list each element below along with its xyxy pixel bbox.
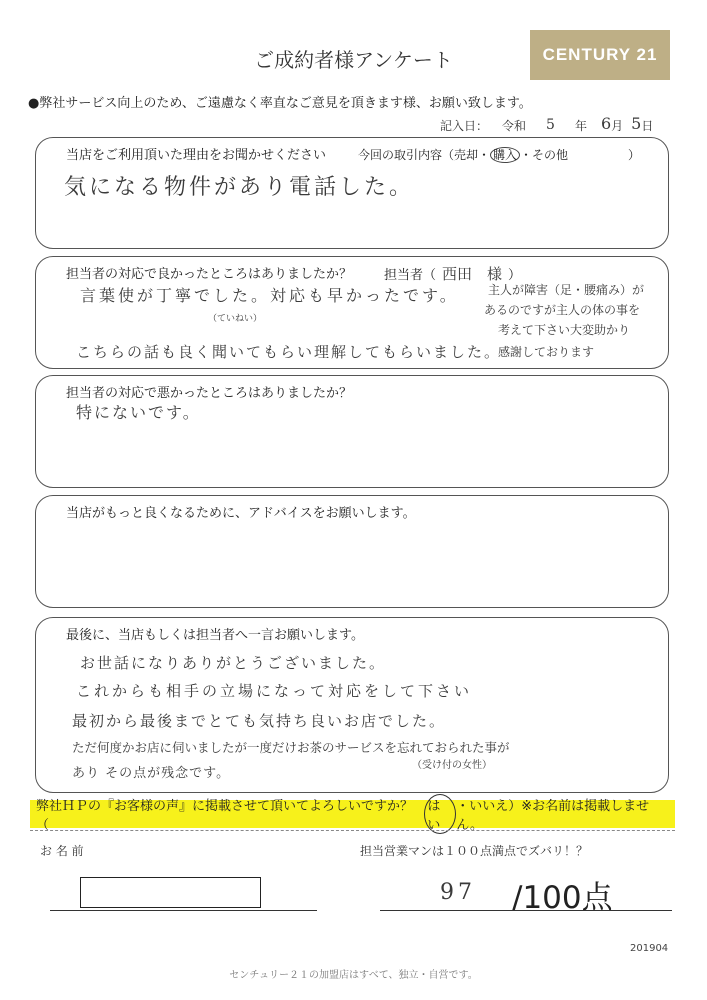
- q2-staff-label: 担当者（: [384, 268, 437, 283]
- name-section-divider: [30, 830, 675, 831]
- publish-consent: [30, 799, 675, 833]
- date-day-unit: 日: [641, 119, 654, 133]
- q5-line1: お世話になりありがとうございました。: [80, 654, 387, 672]
- q2-question: 担当者の対応で良かったところはありましたか？: [66, 267, 353, 282]
- publish-rest: ・いいえ）※お名前は掲載しません。: [456, 799, 650, 833]
- footer-note: センチュリー２１の加盟店はすべて、独立・自営です。: [229, 970, 478, 981]
- date-label: 記入日：: [440, 119, 489, 133]
- date-month: 6: [600, 114, 612, 133]
- q5-line2: これからも相手の立場になって対応をして下さい: [76, 682, 473, 700]
- score-max: /100点: [512, 880, 613, 916]
- q1-deal-rest: ・その他 ）: [520, 148, 641, 162]
- q2-ruby: （ていねい）: [208, 314, 263, 324]
- publish-yes-option[interactable]: はい: [424, 794, 456, 834]
- name-label: お 名 前: [40, 844, 84, 858]
- q2-answer-line1: 言葉使が丁寧でした。対応も早かったです。: [80, 286, 459, 305]
- q1-deal-label: 今回の取引内容（売却・: [358, 148, 491, 162]
- q2-staff-close: ）: [508, 268, 522, 283]
- q5-line5: あり その点が残念です。: [72, 766, 231, 781]
- q5-question: 最後に、当店もしくは担当者へ一言お願いします。: [66, 628, 364, 643]
- q4-box: [35, 495, 669, 608]
- date-month-unit: 月: [611, 119, 624, 133]
- q2-box: [35, 256, 669, 369]
- date-era: 令和: [502, 119, 527, 133]
- score-value: 97: [440, 880, 476, 905]
- q2-side-note-3: 考えて下さい大変助かり: [498, 323, 631, 337]
- q2-side-note-4: 感謝しております: [498, 345, 595, 359]
- q1-box: [35, 137, 669, 249]
- name-underline: [50, 910, 317, 911]
- q2-side-note-2: あるのですが主人の体の事を: [484, 303, 641, 317]
- q2-staff-name: 西田 様: [442, 265, 503, 283]
- q3-box: [35, 375, 669, 488]
- form-title: ご成約者様アンケート: [254, 48, 453, 72]
- date-year: 5: [546, 117, 555, 133]
- publish-question: 弊社ＨＰの『お客様の声』に掲載させて頂いてよろしいですか？（: [36, 799, 414, 833]
- q3-answer: 特にないです。: [76, 403, 201, 422]
- q1-deal-selected[interactable]: 購入: [490, 147, 520, 163]
- q2-answer-line2: こちらの話も良く聞いてもらい理解してもらいました。: [76, 343, 502, 361]
- q2-side-note-1: 主人が障害（足・腰痛み）が: [488, 283, 645, 297]
- date-year-unit: 年: [574, 119, 587, 133]
- score-underline: [380, 910, 672, 911]
- name-redacted-box: [80, 877, 261, 908]
- q3-question: 担当者の対応で悪かったところはありましたか？: [66, 386, 353, 401]
- q5-box: [35, 617, 669, 793]
- intro-text: ●弊社サービス向上のため、ご遠慮なく率直なご意見を頂きます様、お願い致します。: [28, 96, 532, 111]
- q1-question: 当店をご利用頂いた理由をお聞かせください: [66, 148, 327, 163]
- q4-question: 当店がもっと良くなるために、アドバイスをお願いします。: [66, 506, 416, 521]
- form-code: 201904: [630, 943, 669, 954]
- q5-line4-note: （受け付の女性）: [412, 760, 492, 771]
- q5-line4: ただ何度かお店に伺いましたが一度だけお茶のサービスを忘れておられた事が: [72, 740, 510, 755]
- century21-logo: CENTURY 21: [530, 30, 670, 80]
- q1-answer: 気になる物件があり電話した。: [64, 175, 415, 200]
- q5-line3: 最初から最後までとても気持ち良いお店でした。: [72, 712, 447, 730]
- q1-deal-type: [358, 146, 640, 163]
- score-label: 担当営業マンは１００点満点でズバリ！？: [360, 844, 589, 858]
- date-day: 5: [631, 114, 642, 133]
- entry-date: [440, 114, 654, 136]
